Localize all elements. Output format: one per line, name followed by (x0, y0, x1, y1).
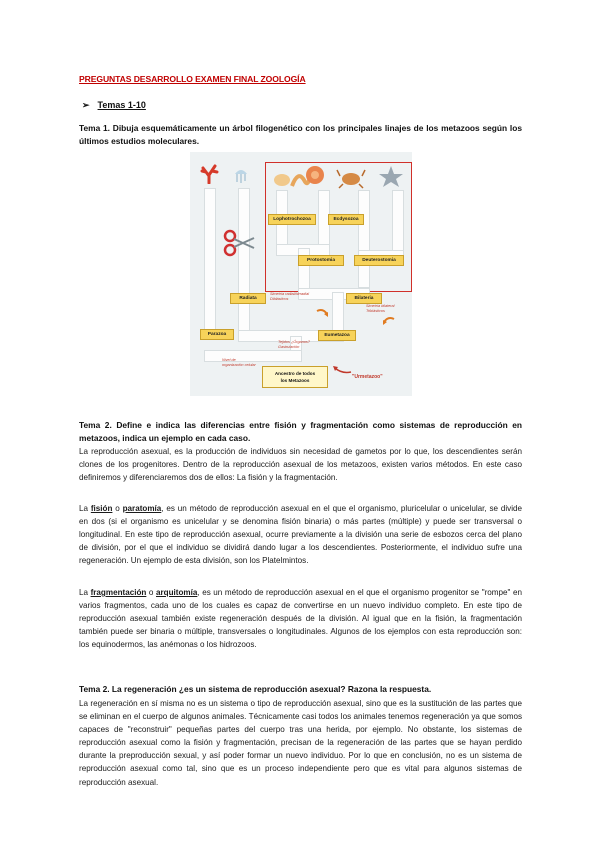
answer-2-fragmentacion (79, 586, 522, 651)
frag-body: , es un método de reproducción asexual en el que el organismo progenitor se "rompe" en varios fragmentos, cada uno de los cuales es capaz de convertirse en un nuevo individuo completo. En este tipo de reproducción asexual también existe regeneración después de la división. Al igual que en la fisión, la fragmentación también puede ser binaria o múltiple, transversales o longitudinales. Algunos de los ejemplos con esta reproducción son: los equinodermos, las anémonas o los hidrozoos. (79, 588, 522, 650)
question-3-text: Tema 2. La regeneración ¿es un sistema de reproducción asexual? Razona la respuesta. (79, 684, 432, 694)
question-2-prefix: Tema 2. (79, 420, 112, 430)
annotation-bilateral-symmetry: Simetría bilateral Triblásticos (366, 304, 395, 313)
node-bilateria: Bilateria (346, 293, 382, 304)
ancestor-line-2: los Metazoos (280, 378, 310, 383)
term-paratomia: paratomía (122, 504, 162, 513)
term-fision: fisión (90, 504, 113, 513)
frag-pre: La (79, 588, 91, 597)
jellyfish-icon (232, 166, 250, 184)
node-radiata: Radiata (230, 293, 266, 304)
section-label: Temas 1-10 (97, 100, 146, 110)
node-lophotrochozoa: Lophotrochozoa (268, 214, 316, 225)
document-title: PREGUNTAS DESARROLLO EXAMEN FINAL ZOOLOGÍA (79, 74, 306, 84)
answer-2-intro: La reproducción asexual, es la producción de individuos sin necesidad de gametos por lo que, los descendientes serán clones de los progenitores. Dentro de la reproducción asexual de los metazoos, existen varios métodos. En este caso definiremos y diferenciaremos dos de ellos: La fisión y la fragmentación. (79, 447, 522, 483)
question-3 (79, 683, 522, 696)
fision-body: , es un método de reproducción asexual en el que el organismo, pluricelular o unicelular, se divide en dos (si el organismo es unicelular y se denomina fisión binaria) o más partes (múltiple) y puede ser transversal o longitudinal. En este tipo de reproducción asexual, ocurre previamente a la división una serie de esbozos cerca del plano de división, por el que el individuo se dividirá dando lugar a los descendientes. Posteriormente, el individuo sufre una regeneración. Un ejemplo de esta división, son los Platelmintos. (79, 504, 523, 566)
phylogenetic-tree-figure (190, 152, 412, 396)
question-1 (79, 122, 522, 148)
node-eumetazoa: Eumetazoa (318, 330, 356, 341)
question-2-text: Define e indica las diferencias entre fisión y fragmentación como sistemas de reproducción en metazoos, indica un ejemplo en cada caso. (79, 420, 522, 443)
question-1-prefix: Tema 1. (79, 123, 111, 133)
arrow-bullet-icon: ➢ (82, 100, 90, 110)
question-1-text: Dibuja esquemáticamente un árbol filogenético con los principales linajes de los metazoos según los últimos estudios moleculares. (79, 123, 523, 146)
section-heading (82, 100, 146, 111)
fision-or: o (112, 504, 123, 513)
curved-arrow-icon (316, 308, 330, 320)
annotation-radial-symmetry: Simetría radial/birradial Diblásticos (270, 292, 310, 301)
node-ecdysozoa: Ecdysozoa (328, 214, 364, 225)
urmetazoo-arrow-icon (332, 362, 352, 376)
annotation-cell-level: Nivel de organización celular (222, 358, 256, 367)
annotation-urmetazoo: "Urmetazoo" (352, 374, 383, 380)
curved-arrow-icon (382, 316, 396, 328)
node-ancestor (262, 366, 328, 388)
ancestor-line-1: Ancestro de todos (274, 371, 316, 376)
question-2 (79, 419, 522, 445)
coral-icon (198, 162, 220, 184)
term-fragmentacion: fragmentación (90, 588, 147, 597)
answer-2-fision (79, 502, 522, 567)
fision-pre: La (79, 504, 91, 513)
term-arquitomia: arquitomía (156, 588, 198, 597)
answer-3: La regeneración en sí misma no es un sistema o tipo de reproducción asexual, sino que es la sustitución de las partes que se eliminan en el cuerpo de algunos animales. Técnicamente casi todos los animales tenemos regeneración ya que somos capaces de "reconstruir" pequeñas partes del cuerpo tras una herida, por ejemplo. No obstante, los sistemas de reproducción asexual como la fisión y fragmentación, precisan de la regeneración de las partes que se hayan perdido durante la preproducción sexual, y así poder formar un nuevo individuo. Por lo que en conclusión, no es un sistema de reproducción asexual como tal, sino que es un proceso independiente pero que es vital para algunos sistemas de reproducción asexual. (79, 699, 522, 787)
scissors-icon (222, 228, 256, 258)
node-deuterostomia: Deuterostomia (354, 255, 404, 266)
node-protostomia: Protostomia (298, 255, 344, 266)
branch-deutero-b (392, 190, 404, 256)
branch-deutero-a (358, 190, 370, 288)
node-parazoa: Parazoa (200, 329, 234, 340)
branch-parazoa (204, 188, 216, 340)
annotation-tissues: Tejidos ¿Órganos? Gastrulación (278, 340, 310, 349)
frag-or: o (146, 588, 156, 597)
